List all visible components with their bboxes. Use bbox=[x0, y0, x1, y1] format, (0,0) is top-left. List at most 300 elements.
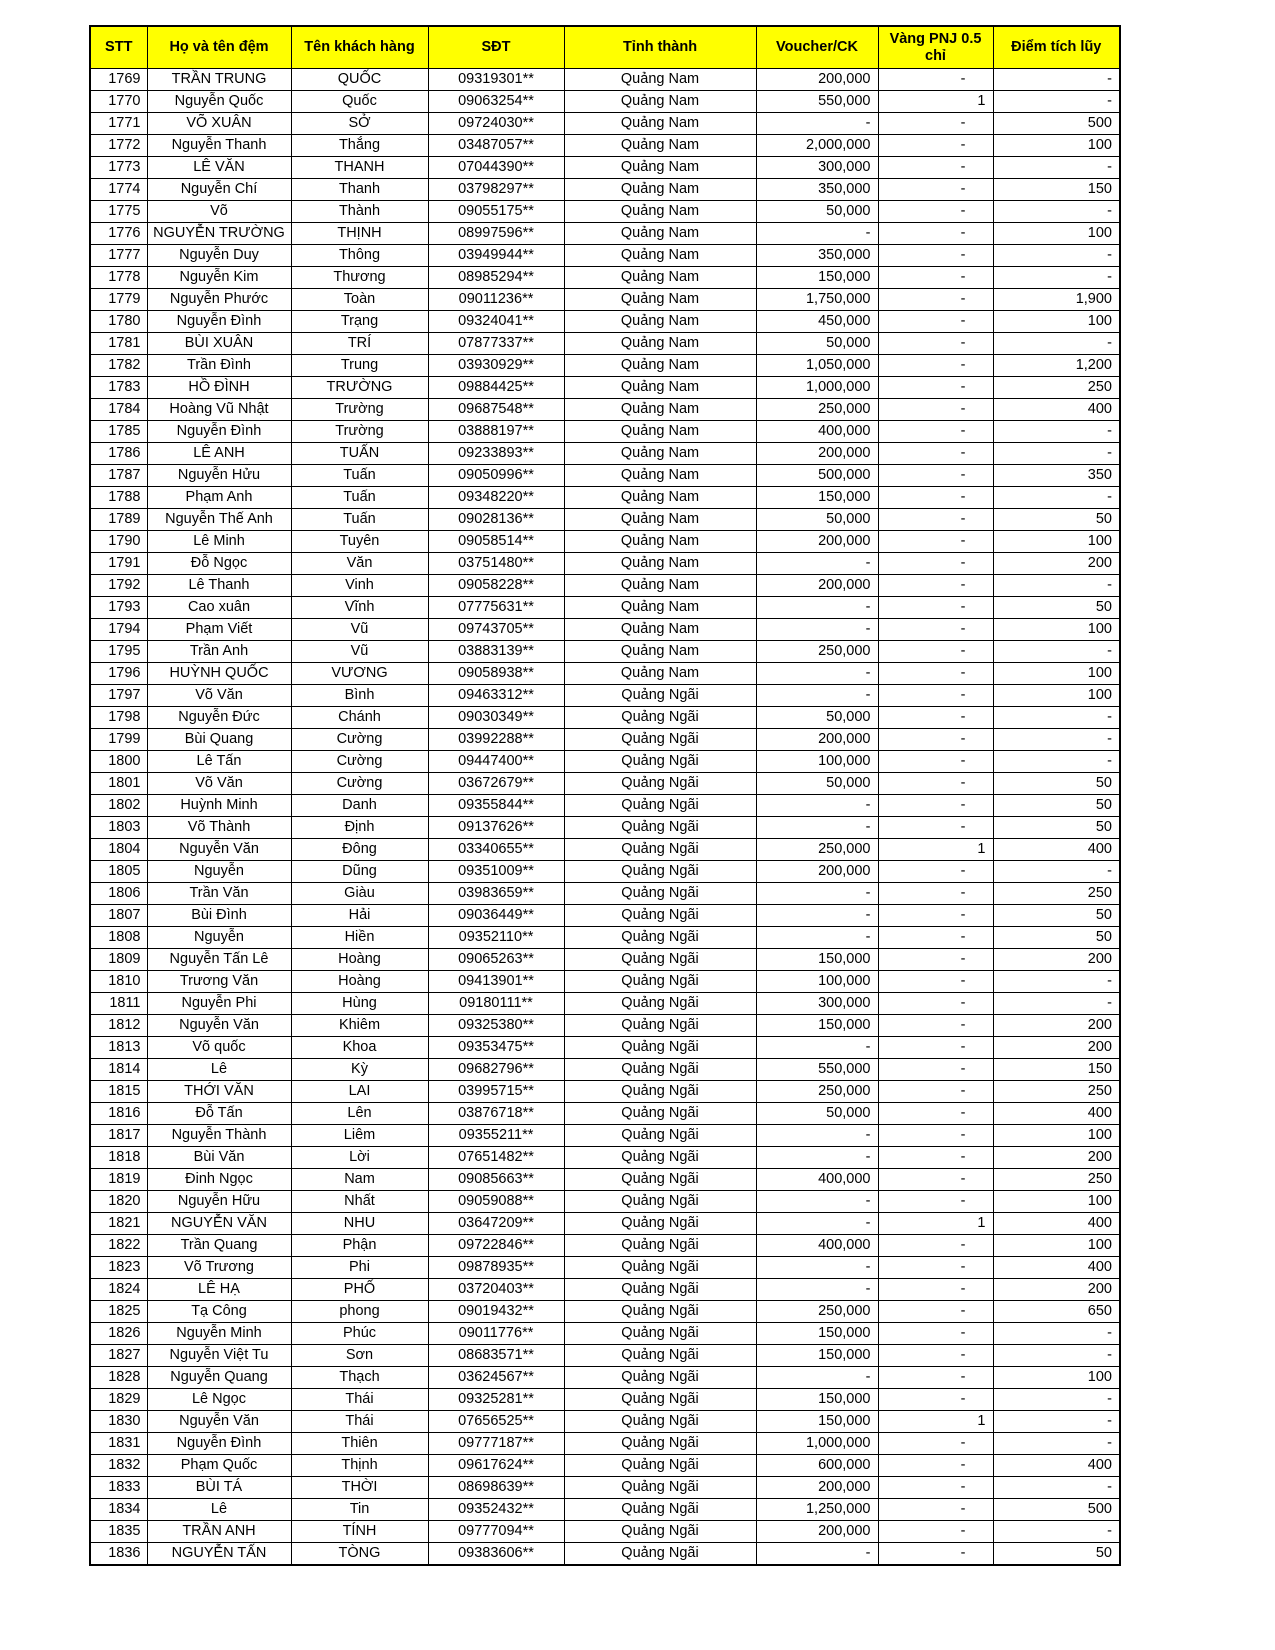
cell-diem: 400 bbox=[993, 1257, 1120, 1279]
cell-ho-ten-dem: Trần Đình bbox=[147, 355, 291, 377]
table-row bbox=[90, 311, 1120, 333]
cell-ten: Thịnh bbox=[291, 1455, 428, 1477]
cell-tinh-thanh: Quảng Ngãi bbox=[564, 751, 756, 773]
cell-voucher: - bbox=[756, 1367, 878, 1389]
cell-voucher: - bbox=[756, 223, 878, 245]
table-row bbox=[90, 443, 1120, 465]
cell-ho-ten-dem: Nguyễn Văn bbox=[147, 1015, 291, 1037]
table-row bbox=[90, 1323, 1120, 1345]
cell-stt: 1809 bbox=[90, 949, 147, 971]
cell-vang-pnj: - bbox=[878, 1521, 993, 1543]
cell-diem: - bbox=[993, 421, 1120, 443]
cell-stt: 1769 bbox=[90, 69, 147, 91]
cell-voucher: - bbox=[756, 817, 878, 839]
cell-sdt: 09355844** bbox=[428, 795, 564, 817]
cell-voucher: 550,000 bbox=[756, 1059, 878, 1081]
cell-vang-pnj: - bbox=[878, 113, 993, 135]
cell-ten: Hoàng bbox=[291, 949, 428, 971]
cell-tinh-thanh: Quảng Ngãi bbox=[564, 1455, 756, 1477]
cell-voucher: 200,000 bbox=[756, 531, 878, 553]
cell-sdt: 09028136** bbox=[428, 509, 564, 531]
table-row bbox=[90, 487, 1120, 509]
table-row bbox=[90, 1477, 1120, 1499]
cell-sdt: 03798297** bbox=[428, 179, 564, 201]
cell-stt: 1814 bbox=[90, 1059, 147, 1081]
cell-ho-ten-dem: Võ Văn bbox=[147, 685, 291, 707]
cell-ho-ten-dem: Hoàng Vũ Nhật bbox=[147, 399, 291, 421]
cell-tinh-thanh: Quảng Nam bbox=[564, 311, 756, 333]
cell-ten: LAI bbox=[291, 1081, 428, 1103]
table-row bbox=[90, 1389, 1120, 1411]
cell-vang-pnj: - bbox=[878, 223, 993, 245]
cell-vang-pnj: - bbox=[878, 289, 993, 311]
cell-ho-ten-dem: Nguyễn Việt Tu bbox=[147, 1345, 291, 1367]
cell-ho-ten-dem: Nguyễn Đình bbox=[147, 1433, 291, 1455]
cell-tinh-thanh: Quảng Nam bbox=[564, 355, 756, 377]
table-row bbox=[90, 1345, 1120, 1367]
cell-stt: 1789 bbox=[90, 509, 147, 531]
cell-voucher: 250,000 bbox=[756, 839, 878, 861]
cell-diem: 50 bbox=[993, 905, 1120, 927]
cell-voucher: 200,000 bbox=[756, 443, 878, 465]
cell-tinh-thanh: Quảng Ngãi bbox=[564, 1543, 756, 1566]
cell-diem: 100 bbox=[993, 663, 1120, 685]
table-row bbox=[90, 575, 1120, 597]
cell-diem: 250 bbox=[993, 1081, 1120, 1103]
cell-vang-pnj: - bbox=[878, 619, 993, 641]
cell-voucher: 50,000 bbox=[756, 333, 878, 355]
cell-sdt: 09617624** bbox=[428, 1455, 564, 1477]
table-row bbox=[90, 509, 1120, 531]
cell-ho-ten-dem: Nguyễn Hữu bbox=[147, 1191, 291, 1213]
cell-tinh-thanh: Quảng Ngãi bbox=[564, 1433, 756, 1455]
cell-stt: 1831 bbox=[90, 1433, 147, 1455]
cell-diem: 1,900 bbox=[993, 289, 1120, 311]
cell-tinh-thanh: Quảng Nam bbox=[564, 597, 756, 619]
cell-diem: 50 bbox=[993, 817, 1120, 839]
cell-vang-pnj: - bbox=[878, 1301, 993, 1323]
cell-tinh-thanh: Quảng Nam bbox=[564, 619, 756, 641]
cell-diem: 100 bbox=[993, 1191, 1120, 1213]
cell-stt: 1832 bbox=[90, 1455, 147, 1477]
cell-ho-ten-dem: Đỗ Ngọc bbox=[147, 553, 291, 575]
cell-tinh-thanh: Quảng Nam bbox=[564, 465, 756, 487]
cell-stt: 1785 bbox=[90, 421, 147, 443]
cell-ten: Trường bbox=[291, 399, 428, 421]
table-row bbox=[90, 1191, 1120, 1213]
cell-ten: Liêm bbox=[291, 1125, 428, 1147]
cell-ho-ten-dem: Lê Tấn bbox=[147, 751, 291, 773]
cell-tinh-thanh: Quảng Nam bbox=[564, 377, 756, 399]
cell-diem: - bbox=[993, 1433, 1120, 1455]
cell-voucher: 300,000 bbox=[756, 993, 878, 1015]
cell-sdt: 09722846** bbox=[428, 1235, 564, 1257]
cell-ten: Tin bbox=[291, 1499, 428, 1521]
cell-diem: - bbox=[993, 1477, 1120, 1499]
cell-ho-ten-dem: HUỲNH QUỐC bbox=[147, 663, 291, 685]
cell-vang-pnj: - bbox=[878, 553, 993, 575]
cell-tinh-thanh: Quảng Ngãi bbox=[564, 1521, 756, 1543]
cell-tinh-thanh: Quảng Ngãi bbox=[564, 817, 756, 839]
cell-ho-ten-dem: LÊ ANH bbox=[147, 443, 291, 465]
cell-voucher: 250,000 bbox=[756, 1081, 878, 1103]
cell-tinh-thanh: Quảng Ngãi bbox=[564, 1389, 756, 1411]
cell-diem: - bbox=[993, 1323, 1120, 1345]
cell-vang-pnj: - bbox=[878, 69, 993, 91]
cell-ho-ten-dem: Nguyễn Thành bbox=[147, 1125, 291, 1147]
cell-stt: 1781 bbox=[90, 333, 147, 355]
cell-ten: Cường bbox=[291, 773, 428, 795]
cell-voucher: 150,000 bbox=[756, 1345, 878, 1367]
cell-ten: Kỳ bbox=[291, 1059, 428, 1081]
table-row bbox=[90, 1235, 1120, 1257]
cell-stt: 1778 bbox=[90, 267, 147, 289]
cell-stt: 1813 bbox=[90, 1037, 147, 1059]
cell-stt: 1772 bbox=[90, 135, 147, 157]
table-row bbox=[90, 949, 1120, 971]
cell-sdt: 03647209** bbox=[428, 1213, 564, 1235]
cell-tinh-thanh: Quảng Nam bbox=[564, 641, 756, 663]
table-row bbox=[90, 597, 1120, 619]
header-ten-khach-hang: Tên khách hàng bbox=[291, 26, 428, 69]
cell-diem: 200 bbox=[993, 553, 1120, 575]
cell-voucher: 150,000 bbox=[756, 267, 878, 289]
table-row bbox=[90, 707, 1120, 729]
cell-ho-ten-dem: Huỳnh Minh bbox=[147, 795, 291, 817]
cell-sdt: 09355211** bbox=[428, 1125, 564, 1147]
cell-sdt: 03876718** bbox=[428, 1103, 564, 1125]
cell-ho-ten-dem: TRẦN TRUNG bbox=[147, 69, 291, 91]
cell-vang-pnj: - bbox=[878, 157, 993, 179]
cell-stt: 1833 bbox=[90, 1477, 147, 1499]
cell-stt: 1798 bbox=[90, 707, 147, 729]
cell-vang-pnj: - bbox=[878, 927, 993, 949]
cell-diem: - bbox=[993, 201, 1120, 223]
cell-ten: Cường bbox=[291, 751, 428, 773]
table-row bbox=[90, 245, 1120, 267]
cell-stt: 1820 bbox=[90, 1191, 147, 1213]
table-row bbox=[90, 751, 1120, 773]
cell-voucher: 300,000 bbox=[756, 157, 878, 179]
cell-sdt: 03888197** bbox=[428, 421, 564, 443]
cell-voucher: - bbox=[756, 1191, 878, 1213]
cell-diem: - bbox=[993, 861, 1120, 883]
cell-diem: 400 bbox=[993, 1103, 1120, 1125]
cell-tinh-thanh: Quảng Ngãi bbox=[564, 883, 756, 905]
cell-sdt: 09063254** bbox=[428, 91, 564, 113]
table-row bbox=[90, 465, 1120, 487]
table-row bbox=[90, 883, 1120, 905]
cell-diem: 200 bbox=[993, 1147, 1120, 1169]
cell-sdt: 09353475** bbox=[428, 1037, 564, 1059]
table-body bbox=[90, 69, 1120, 1566]
cell-ho-ten-dem: Phạm Viết bbox=[147, 619, 291, 641]
cell-voucher: - bbox=[756, 685, 878, 707]
cell-ten: Trường bbox=[291, 421, 428, 443]
cell-diem: - bbox=[993, 487, 1120, 509]
cell-stt: 1816 bbox=[90, 1103, 147, 1125]
customer-rewards-sheet bbox=[89, 25, 1119, 1566]
cell-vang-pnj: - bbox=[878, 421, 993, 443]
cell-tinh-thanh: Quảng Nam bbox=[564, 135, 756, 157]
cell-ho-ten-dem: Võ bbox=[147, 201, 291, 223]
cell-voucher: - bbox=[756, 553, 878, 575]
cell-tinh-thanh: Quảng Ngãi bbox=[564, 685, 756, 707]
cell-sdt: 09058514** bbox=[428, 531, 564, 553]
cell-voucher: 400,000 bbox=[756, 1169, 878, 1191]
cell-ho-ten-dem: Nguyễn Tấn Lê bbox=[147, 949, 291, 971]
cell-tinh-thanh: Quảng Ngãi bbox=[564, 1301, 756, 1323]
cell-stt: 1795 bbox=[90, 641, 147, 663]
cell-vang-pnj: - bbox=[878, 487, 993, 509]
cell-stt: 1808 bbox=[90, 927, 147, 949]
cell-sdt: 09085663** bbox=[428, 1169, 564, 1191]
customer-table bbox=[89, 25, 1121, 1566]
cell-ho-ten-dem: Lê bbox=[147, 1499, 291, 1521]
table-row bbox=[90, 531, 1120, 553]
cell-stt: 1819 bbox=[90, 1169, 147, 1191]
header-voucher: Voucher/CK bbox=[756, 26, 878, 69]
cell-sdt: 09058938** bbox=[428, 663, 564, 685]
cell-sdt: 03949944** bbox=[428, 245, 564, 267]
cell-vang-pnj: - bbox=[878, 443, 993, 465]
cell-ten: Giàu bbox=[291, 883, 428, 905]
cell-vang-pnj: - bbox=[878, 1235, 993, 1257]
cell-ten: VƯƠNG bbox=[291, 663, 428, 685]
cell-sdt: 09065263** bbox=[428, 949, 564, 971]
cell-ten: Hùng bbox=[291, 993, 428, 1015]
table-row bbox=[90, 1103, 1120, 1125]
header-stt: STT bbox=[90, 26, 147, 69]
cell-ho-ten-dem: VÕ XUÂN bbox=[147, 113, 291, 135]
cell-vang-pnj: - bbox=[878, 1147, 993, 1169]
cell-stt: 1827 bbox=[90, 1345, 147, 1367]
cell-ten: Vĩnh bbox=[291, 597, 428, 619]
cell-ho-ten-dem: Lê bbox=[147, 1059, 291, 1081]
cell-vang-pnj: - bbox=[878, 1543, 993, 1566]
cell-ho-ten-dem: LÊ HẠ bbox=[147, 1279, 291, 1301]
table-row bbox=[90, 1543, 1120, 1566]
cell-ho-ten-dem: Nguyễn Phi bbox=[147, 993, 291, 1015]
cell-sdt: 07651482** bbox=[428, 1147, 564, 1169]
cell-ho-ten-dem: Phạm Quốc bbox=[147, 1455, 291, 1477]
cell-ten: Toàn bbox=[291, 289, 428, 311]
cell-ho-ten-dem: Nguyễn Đình bbox=[147, 421, 291, 443]
cell-ten: Khiêm bbox=[291, 1015, 428, 1037]
cell-stt: 1826 bbox=[90, 1323, 147, 1345]
table-row bbox=[90, 1015, 1120, 1037]
table-row bbox=[90, 619, 1120, 641]
cell-ho-ten-dem: Lê Ngọc bbox=[147, 1389, 291, 1411]
cell-voucher: - bbox=[756, 883, 878, 905]
cell-ho-ten-dem: Cao xuân bbox=[147, 597, 291, 619]
cell-ten: Sơn bbox=[291, 1345, 428, 1367]
cell-tinh-thanh: Quảng Ngãi bbox=[564, 1345, 756, 1367]
cell-ten: NHU bbox=[291, 1213, 428, 1235]
cell-ten: SỞ bbox=[291, 113, 428, 135]
table-row bbox=[90, 421, 1120, 443]
cell-ten: Nhất bbox=[291, 1191, 428, 1213]
cell-stt: 1803 bbox=[90, 817, 147, 839]
cell-sdt: 07775631** bbox=[428, 597, 564, 619]
cell-stt: 1780 bbox=[90, 311, 147, 333]
table-row bbox=[90, 179, 1120, 201]
cell-vang-pnj: - bbox=[878, 1345, 993, 1367]
cell-sdt: 09878935** bbox=[428, 1257, 564, 1279]
cell-vang-pnj: - bbox=[878, 135, 993, 157]
table-row bbox=[90, 1213, 1120, 1235]
cell-ten: Phận bbox=[291, 1235, 428, 1257]
cell-stt: 1835 bbox=[90, 1521, 147, 1543]
cell-ten: Tuấn bbox=[291, 487, 428, 509]
table-row bbox=[90, 817, 1120, 839]
cell-stt: 1825 bbox=[90, 1301, 147, 1323]
cell-stt: 1794 bbox=[90, 619, 147, 641]
cell-vang-pnj: - bbox=[878, 1433, 993, 1455]
cell-ten: Tuấn bbox=[291, 509, 428, 531]
cell-voucher: 2,000,000 bbox=[756, 135, 878, 157]
cell-voucher: 600,000 bbox=[756, 1455, 878, 1477]
cell-ten: TUẤN bbox=[291, 443, 428, 465]
cell-stt: 1783 bbox=[90, 377, 147, 399]
cell-ten: Vũ bbox=[291, 619, 428, 641]
cell-sdt: 09325380** bbox=[428, 1015, 564, 1037]
cell-sdt: 09351009** bbox=[428, 861, 564, 883]
cell-tinh-thanh: Quảng Ngãi bbox=[564, 971, 756, 993]
cell-vang-pnj: - bbox=[878, 597, 993, 619]
cell-vang-pnj: - bbox=[878, 399, 993, 421]
cell-voucher: 500,000 bbox=[756, 465, 878, 487]
table-row bbox=[90, 1301, 1120, 1323]
cell-stt: 1776 bbox=[90, 223, 147, 245]
cell-vang-pnj: - bbox=[878, 1169, 993, 1191]
cell-diem: - bbox=[993, 1521, 1120, 1543]
cell-sdt: 09030349** bbox=[428, 707, 564, 729]
cell-sdt: 09011776** bbox=[428, 1323, 564, 1345]
cell-sdt: 03487057** bbox=[428, 135, 564, 157]
cell-voucher: 450,000 bbox=[756, 311, 878, 333]
cell-ten: Đông bbox=[291, 839, 428, 861]
cell-stt: 1836 bbox=[90, 1543, 147, 1566]
cell-diem: - bbox=[993, 707, 1120, 729]
cell-stt: 1792 bbox=[90, 575, 147, 597]
table-row bbox=[90, 1081, 1120, 1103]
cell-diem: 100 bbox=[993, 685, 1120, 707]
cell-ten: Dũng bbox=[291, 861, 428, 883]
cell-diem: - bbox=[993, 729, 1120, 751]
cell-ho-ten-dem: Nguyễn Văn bbox=[147, 839, 291, 861]
cell-vang-pnj: - bbox=[878, 1367, 993, 1389]
cell-ho-ten-dem: NGUYỄN TRƯỜNG bbox=[147, 223, 291, 245]
cell-tinh-thanh: Quảng Ngãi bbox=[564, 1147, 756, 1169]
cell-vang-pnj: - bbox=[878, 245, 993, 267]
cell-tinh-thanh: Quảng Ngãi bbox=[564, 795, 756, 817]
cell-stt: 1811 bbox=[90, 993, 147, 1015]
cell-diem: 250 bbox=[993, 377, 1120, 399]
cell-sdt: 03720403** bbox=[428, 1279, 564, 1301]
cell-ten: TRÍ bbox=[291, 333, 428, 355]
table-row bbox=[90, 113, 1120, 135]
cell-stt: 1773 bbox=[90, 157, 147, 179]
cell-ho-ten-dem: Đỗ Tấn bbox=[147, 1103, 291, 1125]
table-row bbox=[90, 1147, 1120, 1169]
cell-ho-ten-dem: Phạm Anh bbox=[147, 487, 291, 509]
cell-voucher: 200,000 bbox=[756, 1521, 878, 1543]
cell-sdt: 08683571** bbox=[428, 1345, 564, 1367]
cell-diem: 400 bbox=[993, 399, 1120, 421]
cell-diem: 400 bbox=[993, 839, 1120, 861]
cell-vang-pnj: - bbox=[878, 179, 993, 201]
cell-diem: - bbox=[993, 1411, 1120, 1433]
table-row bbox=[90, 1499, 1120, 1521]
cell-voucher: 150,000 bbox=[756, 1389, 878, 1411]
cell-ten: PHỐ bbox=[291, 1279, 428, 1301]
table-row bbox=[90, 1169, 1120, 1191]
cell-diem: 100 bbox=[993, 311, 1120, 333]
cell-ten: Thạch bbox=[291, 1367, 428, 1389]
cell-ho-ten-dem: Lê Thanh bbox=[147, 575, 291, 597]
cell-ten: Hải bbox=[291, 905, 428, 927]
cell-diem: 500 bbox=[993, 113, 1120, 135]
cell-sdt: 09352110** bbox=[428, 927, 564, 949]
cell-stt: 1804 bbox=[90, 839, 147, 861]
cell-sdt: 09233893** bbox=[428, 443, 564, 465]
cell-ho-ten-dem: HỒ ĐÌNH bbox=[147, 377, 291, 399]
table-row bbox=[90, 971, 1120, 993]
cell-vang-pnj: 1 bbox=[878, 1213, 993, 1235]
cell-ten: Phi bbox=[291, 1257, 428, 1279]
cell-voucher: 150,000 bbox=[756, 949, 878, 971]
cell-sdt: 09137626** bbox=[428, 817, 564, 839]
cell-diem: 100 bbox=[993, 531, 1120, 553]
cell-stt: 1788 bbox=[90, 487, 147, 509]
cell-sdt: 09687548** bbox=[428, 399, 564, 421]
cell-diem: - bbox=[993, 1345, 1120, 1367]
cell-diem: - bbox=[993, 971, 1120, 993]
cell-tinh-thanh: Quảng Ngãi bbox=[564, 1059, 756, 1081]
cell-diem: 400 bbox=[993, 1213, 1120, 1235]
cell-diem: 50 bbox=[993, 773, 1120, 795]
cell-voucher: 1,000,000 bbox=[756, 1433, 878, 1455]
cell-diem: 350 bbox=[993, 465, 1120, 487]
cell-diem: 50 bbox=[993, 509, 1120, 531]
cell-diem: 100 bbox=[993, 1125, 1120, 1147]
table-row bbox=[90, 773, 1120, 795]
cell-tinh-thanh: Quảng Ngãi bbox=[564, 1191, 756, 1213]
cell-vang-pnj: - bbox=[878, 883, 993, 905]
table-row bbox=[90, 1455, 1120, 1477]
cell-sdt: 09050996** bbox=[428, 465, 564, 487]
table-row bbox=[90, 289, 1120, 311]
cell-voucher: - bbox=[756, 1125, 878, 1147]
table-row bbox=[90, 267, 1120, 289]
cell-sdt: 09055175** bbox=[428, 201, 564, 223]
cell-stt: 1777 bbox=[90, 245, 147, 267]
table-row bbox=[90, 223, 1120, 245]
cell-voucher: - bbox=[756, 619, 878, 641]
header-sdt: SĐT bbox=[428, 26, 564, 69]
cell-sdt: 03930929** bbox=[428, 355, 564, 377]
cell-voucher: 50,000 bbox=[756, 773, 878, 795]
cell-vang-pnj: - bbox=[878, 1257, 993, 1279]
cell-tinh-thanh: Quảng Ngãi bbox=[564, 1125, 756, 1147]
cell-diem: - bbox=[993, 641, 1120, 663]
cell-stt: 1790 bbox=[90, 531, 147, 553]
cell-ten: THANH bbox=[291, 157, 428, 179]
cell-stt: 1784 bbox=[90, 399, 147, 421]
cell-ho-ten-dem: Nguyễn Đức bbox=[147, 707, 291, 729]
cell-sdt: 03672679** bbox=[428, 773, 564, 795]
